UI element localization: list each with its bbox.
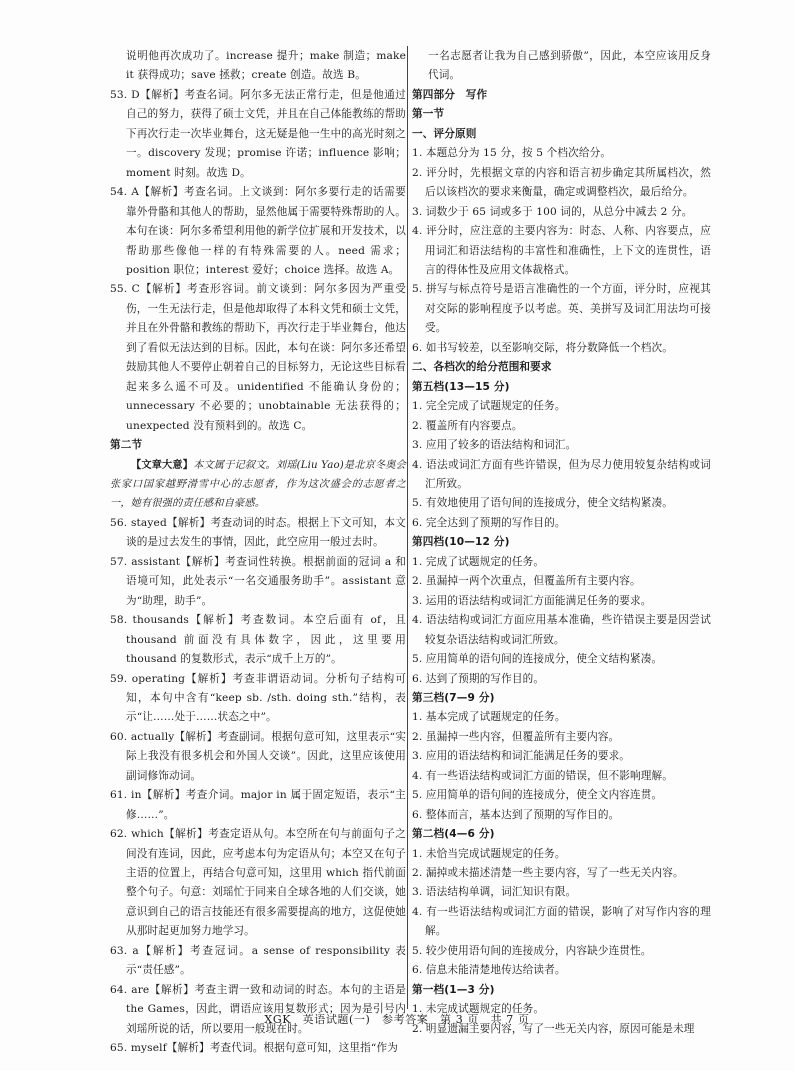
right-column [412,47,711,1039]
section-heading-1: 第一节 [412,108,445,121]
band-4-item: 4. 语法结构或词汇方面应用基本准确，些许错误主要是因尝试较复杂语法结构或词汇所致。 [412,614,711,646]
band-2-title: 第二档(4—6 分) [412,828,495,841]
band-3-item: 5. 应用简单的语句间的连接成分，使全文内容连贯。 [412,789,663,802]
band-5-item: 5. 有效地使用了语句间的连接成分，使全文结构紧凑。 [412,497,674,510]
band-4-item: 6. 达到了预期的写作目的。 [412,672,545,685]
principle-2: 2. 评分时，先根据文章的内容和语言初步确定其所属档次，然后以该档次的要求来衡量，确定或调整档次，最后给分。 [412,166,711,199]
answer-item-60: 60. actually【解析】考查副词。根据句意可知，这里表示“实际上我没有很多机会和外国人交谈”。因此，这里应该使用副词修饰动词。 [110,730,406,782]
band-4-item: 3. 运用的语法结构或词汇方面能满足任务的要求。 [412,594,652,607]
principle-1: 1. 本题总分为 15 分，按 5 个档次给分。 [412,147,612,160]
band-3-item: 6. 整体而言，基本达到了预期的写作目的。 [412,808,620,821]
band-1-item: 1. 未完成试题规定的任务。 [412,1003,545,1016]
continued-paragraph: 说明他再次成功了。increase 提升；make 制造；make it 获得成功；save 拯救；create 创造。故选 B。 [126,50,406,82]
principle-6: 6. 如书写较差，以至影响交际，将分数降低一个档次。 [412,341,674,354]
band-4-item: 2. 虽漏掉一两个次重点，但覆盖所有主要内容。 [412,575,641,588]
answer-item-63: 63. a【解析】考查冠词。a sense of responsibility 表示“责任感”。 [110,944,406,977]
answer-item-61: 61. in【解析】考查介词。major in 属于固定短语，表示“主修……”。 [110,789,406,821]
answer-item-55: 55. C【解析】考查形容词。前文谈到：阿尔多因为严重受伤，一生无法行走，但是他却取得了本科文凭和硕士文凭，并且在外骨骼和教练的帮助下，再次行走于毕业舞台，他达到了看似无法达到的目标。因此，本句在谈：阿尔多还希望鼓励其他人不要停止朝着自己的目标努力，无论这些目标看起来多么遥不可及。unidentified 不能确认身份的；unnecessary 不必要的；unobtainable 无法获得的；unexpected 没有预料到的。故选 C。 [110,283,406,432]
band-4-title: 第四档(10—12 分) [412,536,510,549]
answer-item-59: 59. operating【解析】考查非谓语动词。分析句子结构可知，本句中含有“keep sb. /sth. doing sth.”结构，表示“让……处于……状态之中”。 [110,672,406,724]
band-4-item: 5. 应用简单的语句间的连接成分，使全文结构紧凑。 [412,653,663,666]
band-5-item: 6. 完全达到了预期的写作目的。 [412,516,566,529]
band-3-item: 4. 有一些语法结构或词汇方面的错误，但不影响理解。 [412,769,674,782]
column-divider [407,46,408,1009]
continued-paragraph: 一名志愿者让我为自己感到骄傲”，因此，本空应该用反身代词。 [428,50,711,82]
heading-scoring-principles: 一、评分原则 [412,127,477,140]
answer-item-65: 65. myself【解析】考查代词。根据句意可知，这里指“作为 [110,1042,398,1055]
band-2-item: 6. 信息未能清楚地传达给读者。 [412,964,566,977]
answer-item-53: 53. D【解析】考查名词。阿尔多无法正常行走，但是他通过自己的努力，获得了硕士文凭，并且在自己体能教练的帮助下再次行走一次毕业舞台，这无疑是他一生中的高光时刻之一。discovery 发现；promise 许诺；influence 影响；moment 时刻。故选 D。 [110,88,406,179]
band-3-item: 1. 基本完成了试题规定的任务。 [412,711,566,724]
answer-item-58: 58. thousands【解析】考查数词。本空后面有 of，且 thousand 前面没有具体数字，因此，这里要用 thousand 的复数形式，表示“成千上万的”。 [110,614,406,666]
band-5-item: 1. 完全完成了试题规定的任务。 [412,400,566,413]
band-5-title: 第五档(13—15 分) [412,380,510,393]
principle-3: 3. 词数少于 65 词或多于 100 词的，从总分中减去 2 分。 [412,205,693,218]
band-3-title: 第三档(7—9 分) [412,691,495,704]
heading-score-bands: 二、各档次的给分范围和要求 [412,361,552,374]
band-2-item: 3. 语法结构单调，词汇知识有限。 [412,886,577,899]
band-2-item: 2. 漏掉或未描述清楚一些主要内容，写了一些无关内容。 [412,867,684,880]
gist-text: 本文属于记叙文。刘瑶(Liu Yao)是北京冬奥会张家口国家越野滑雪中心的志愿者，作为这次盛会的志愿者之一，她有很强的责任感和自豪感。 [110,459,406,510]
answer-item-62: 62. which【解析】考查定语从句。本空所在句与前面句子之间没有连词，因此，应考虑本句为定语从句；本空又在句子主语的位置上，再结合句意可知，这里用 which 指代前面整个句子。句意：刘瑶忙于同来自全球各地的人们交谈，她意识到自己的语言技能还有很多需要提高的地方，这促使她从那时起更加努力地学习。 [110,828,406,938]
answer-item-57: 57. assistant【解析】考查词性转换。根据前面的冠词 a 和语境可知，此处表示“一名交通服务助手”。assistant 意为“助理，助手”。 [110,555,406,607]
answer-item-54: 54. A【解析】考查名词。上文谈到：阿尔多要行走的话需要靠外骨骼和其他人的帮助，显然他属于需要特殊帮助的人。本句在谈：阿尔多希望利用他的新学位扩展和开发技术，以帮助那些像他一样的有特殊需要的人。need 需求；position 职位；interest 爱好；choice 选择。故选 A。 [110,186,406,276]
band-1-item: 2. 明显遗漏主要内容，写了一些无关内容，原因可能是未理 [412,1022,695,1035]
band-2-item: 1. 未恰当完成试题规定的任务。 [412,847,566,860]
band-2-item: 4. 有一些语法结构或词汇方面的错误，影响了对写作内容的理解。 [412,905,711,938]
band-3-item: 3. 应用的语法结构和词汇能满足任务的要求。 [412,750,631,763]
band-5-item: 2. 覆盖所有内容要点。 [412,419,523,432]
left-column [110,47,406,1059]
section-heading-2: 第二节 [110,439,143,452]
band-1-title: 第一档(1—3 分) [412,983,495,996]
part-heading-writing: 第四部分 写作 [412,88,488,101]
answer-item-56: 56. stayed【解析】考查动词的时态。根据上下文可知，本文谈的是过去发生的事情，因此，此空应用一般过去时。 [110,516,406,549]
band-4-item: 1. 完成了试题规定的任务。 [412,555,545,568]
band-3-item: 2. 虽漏掉一些内容，但覆盖所有主要内容。 [412,730,620,743]
principle-5: 5. 拼写与标点符号是语言准确性的一个方面，评分时，应视其对交际的影响程度予以考虑。英、美拼写及词汇用法均可接受。 [412,283,711,335]
band-5-item: 4. 语法或词汇方面有些许错误，但为尽力使用较复杂结构或词汇所致。 [412,458,711,490]
band-2-item: 5. 较少使用语句间的连接成分，内容缺少连贯性。 [412,944,652,957]
page-footer: XGK 英语试题(一) 参考答案 第 3 页 共 7 页 [264,1013,530,1026]
article-gist [110,456,406,514]
principle-4: 4. 评分时，应注意的主要内容为：时态、人称、内容要点，应用词汇和语法结构的丰富性和准确性，上下文的连贯性，语言的得体性及应用文体裁格式。 [412,225,711,276]
answer-item-64: 64. are【解析】考查主谓一致和动词的时态。本句的主语是 the Games，因此，谓语应该用复数形式；因为是引号内刘瑶所说的话，所以要用一般现在时。 [110,983,406,1035]
gist-label: 【文章大意】 [131,459,194,471]
band-5-item: 3. 应用了较多的语法结构和词汇。 [412,439,577,452]
